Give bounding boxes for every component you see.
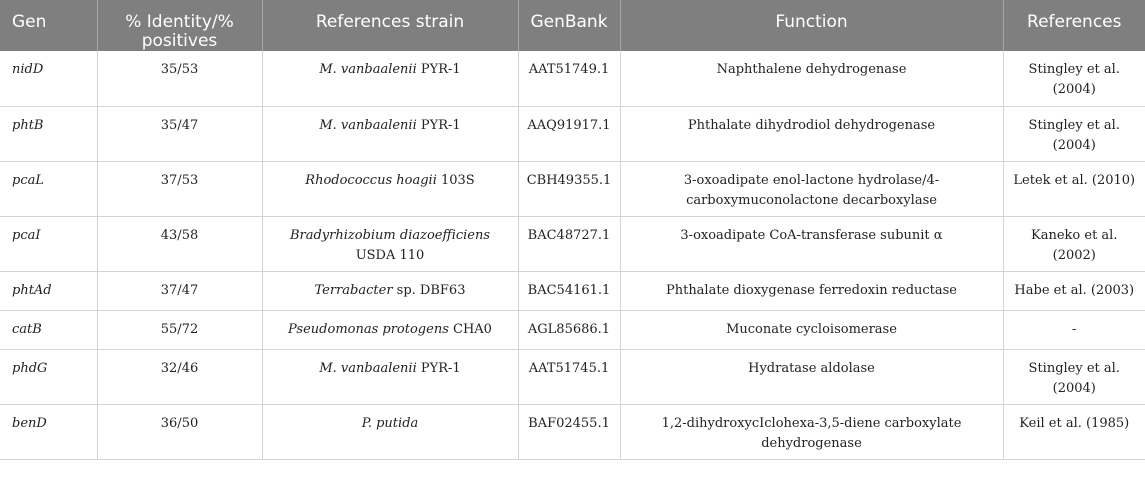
strain-cell — [262, 106, 518, 161]
table-body — [0, 51, 1145, 459]
gene-name: phtAd — [0, 271, 97, 310]
strain-id: sp. DBF63 — [392, 282, 466, 298]
genbank-cell: CBH49355.1 — [518, 161, 620, 216]
strain-species: M. vanbaalenii — [319, 62, 417, 77]
identity-cell: 37/53 — [97, 161, 262, 216]
genbank-cell: AGL85686.1 — [518, 310, 620, 349]
gene-name: pcaL — [0, 161, 97, 216]
strain-id: PYR-1 — [416, 62, 461, 77]
reference-cell: Stingley et al. (2004) — [1003, 106, 1145, 161]
reference-cell: Habe et al. (2003) — [1003, 271, 1145, 310]
identity-cell: 35/53 — [97, 51, 262, 106]
function-cell: Hydratase aldolase — [620, 349, 1003, 404]
header-references: References — [1003, 0, 1145, 51]
function-cell: 3-oxoadipate CoA-transferase subunit α — [620, 216, 1003, 271]
identity-cell: 36/50 — [97, 404, 262, 459]
genbank-cell: BAF02455.1 — [518, 404, 620, 459]
strain-id: PYR-1 — [416, 360, 461, 376]
identity-cell: 32/46 — [97, 349, 262, 404]
strain-id: CHA0 — [448, 321, 492, 337]
strain-species: Bradyrhizobium diazoefficiens — [289, 227, 491, 243]
table-row — [0, 404, 1145, 459]
header-row — [0, 0, 1145, 51]
identity-cell: 55/72 — [97, 310, 262, 349]
strain-id: USDA 110 — [355, 247, 425, 263]
strain-species: M. vanbaalenii — [319, 117, 417, 133]
header-strain: References strain — [262, 0, 518, 51]
table-row — [0, 271, 1145, 310]
reference-cell: Letek et al. (2010) — [1003, 161, 1145, 216]
header-identity: % Identity/% positives — [97, 0, 262, 51]
identity-cell: 43/58 — [97, 216, 262, 271]
genbank-cell: AAT51749.1 — [518, 51, 620, 106]
function-cell: Muconate cycloisomerase — [620, 310, 1003, 349]
table-row — [0, 349, 1145, 404]
reference-cell: Kaneko et al. (2002) — [1003, 216, 1145, 271]
strain-species: Rhodococcus hoagii — [305, 172, 437, 188]
strain-id: 103S — [436, 172, 475, 188]
function-cell: 3-oxoadipate enol-lactone hydrolase/4-carboxymuconolactone decarboxylase — [620, 161, 1003, 216]
table-row — [0, 310, 1145, 349]
table-header — [0, 0, 1145, 51]
strain-cell — [262, 349, 518, 404]
strain-cell — [262, 310, 518, 349]
function-cell: Naphthalene dehydrogenase — [620, 51, 1003, 106]
gene-name: phtB — [0, 106, 97, 161]
strain-cell — [262, 216, 518, 271]
function-cell: 1,2-dihydroxycIclohexa-3,5-diene carboxylate dehydrogenase — [620, 404, 1003, 459]
gene-name: pcaI — [0, 216, 97, 271]
reference-cell: Keil et al. (1985) — [1003, 404, 1145, 459]
table-row — [0, 106, 1145, 161]
header-genbank: GenBank — [518, 0, 620, 51]
strain-id: PYR-1 — [416, 117, 461, 133]
gene-name: catB — [0, 310, 97, 349]
header-gen: Gen — [0, 0, 97, 51]
gene-name: benD — [0, 404, 97, 459]
table-row — [0, 161, 1145, 216]
genbank-cell: AAQ91917.1 — [518, 106, 620, 161]
strain-cell — [262, 51, 518, 106]
reference-cell: Stingley et al. (2004) — [1003, 349, 1145, 404]
identity-cell: 35/47 — [97, 106, 262, 161]
strain-species: P. putida — [361, 415, 419, 431]
genbank-cell: AAT51745.1 — [518, 349, 620, 404]
strain-cell — [262, 404, 518, 459]
strain-cell — [262, 161, 518, 216]
function-cell: Phthalate dihydrodiol dehydrogenase — [620, 106, 1003, 161]
strain-species: M. vanbaalenii — [319, 360, 417, 376]
genbank-cell: BAC48727.1 — [518, 216, 620, 271]
reference-cell: Stingley et al. (2004) — [1003, 51, 1145, 106]
genbank-cell: BAC54161.1 — [518, 271, 620, 310]
table-row — [0, 51, 1145, 106]
table-row — [0, 216, 1145, 271]
gene-name: phdG — [0, 349, 97, 404]
strain-species: Terrabacter — [314, 282, 393, 298]
reference-cell: - — [1003, 310, 1145, 349]
identity-cell: 37/47 — [97, 271, 262, 310]
header-function: Function — [620, 0, 1003, 51]
strain-species: Pseudomonas protogens — [288, 321, 449, 337]
function-cell: Phthalate dioxygenase ferredoxin reductase — [620, 271, 1003, 310]
strain-cell — [262, 271, 518, 310]
gene-name: nidD — [0, 51, 97, 106]
